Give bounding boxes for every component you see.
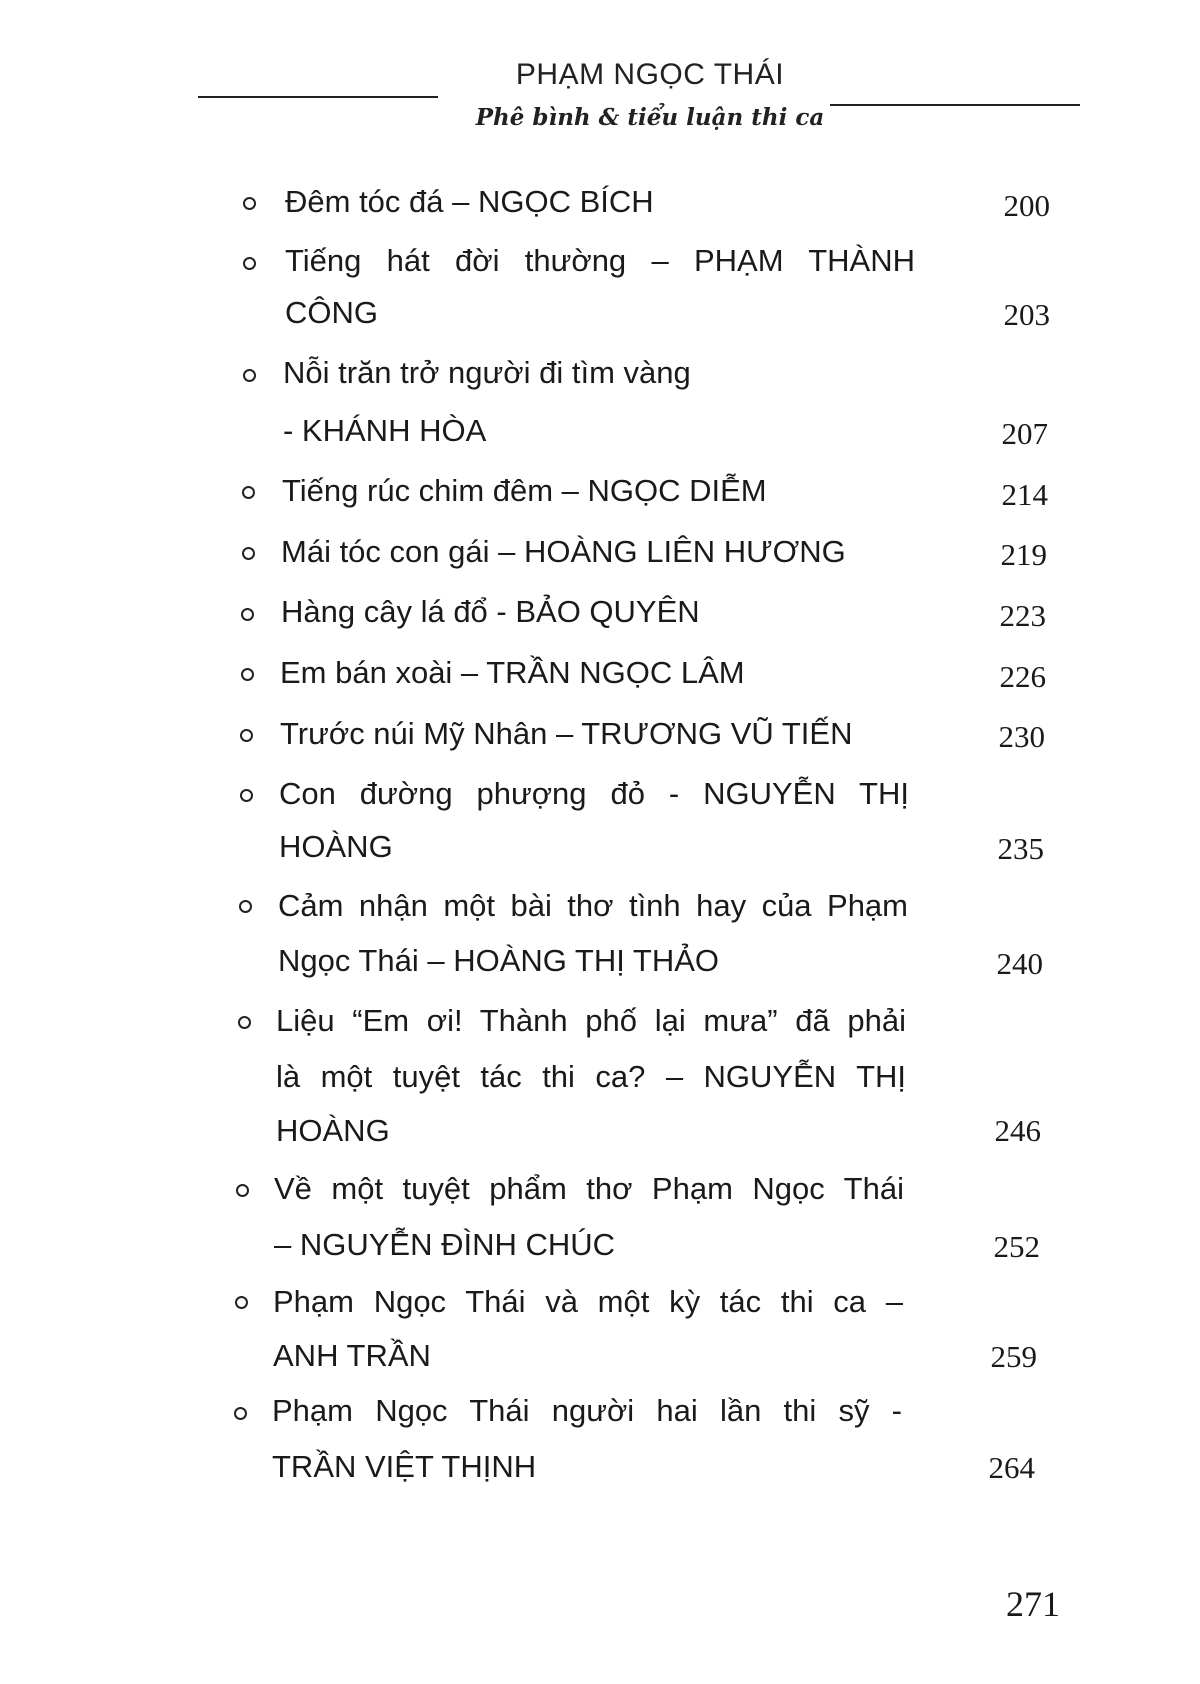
toc-entry-page: 264 [988, 1450, 1035, 1485]
toc-entry-text: Phạm Ngọc Thái và một kỳ tác thi ca – [273, 1284, 903, 1319]
toc-entry-text: TRẦN VIỆT THỊNH [272, 1449, 537, 1484]
toc-entry-text: - KHÁNH HÒA [283, 413, 487, 448]
toc-entry-text: Liệu “Em ơi! Thành phố lại mưa” đã phải [276, 1003, 906, 1038]
toc-entry-text: ANH TRẦN [273, 1338, 431, 1373]
bullet-icon [234, 1407, 247, 1420]
toc-entry-text: Nỗi trăn trở người đi tìm vàng [283, 355, 691, 390]
toc-entry-text: HOÀNG [279, 829, 393, 864]
bullet-icon [241, 608, 254, 621]
toc-entry-page: 214 [1001, 477, 1048, 512]
bullet-icon [243, 257, 256, 270]
toc-entry-text: Ngọc Thái – HOÀNG THỊ THẢO [278, 943, 720, 978]
bullet-icon [241, 668, 254, 681]
bullet-icon [242, 486, 255, 499]
page-number: 271 [1006, 1584, 1060, 1624]
header-subtitle: Phê bình & tiểu luận thi ca [475, 104, 825, 131]
bullet-icon [235, 1296, 248, 1309]
toc-entry-text: CÔNG [285, 295, 378, 330]
toc-entry-text: Em bán xoài – TRẦN NGỌC LÂM [280, 655, 745, 690]
bullet-icon [242, 547, 255, 560]
toc-entry-text: Phạm Ngọc Thái người hai lần thi sỹ - [272, 1393, 902, 1428]
toc-entry-text: Con đường phượng đỏ - NGUYỄN THỊ [279, 776, 909, 811]
toc-entry-page: 203 [1003, 297, 1050, 332]
toc-entry-page: 223 [999, 598, 1046, 633]
toc-entry-text: Đêm tóc đá – NGỌC BÍCH [285, 184, 654, 219]
header-author: PHẠM NGỌC THÁI [515, 58, 785, 91]
toc-entry-page: 259 [990, 1339, 1037, 1374]
bullet-icon [240, 789, 253, 802]
toc-entry-text: Tiếng rúc chim đêm – NGỌC DIỄM [282, 473, 767, 508]
bullet-icon [240, 729, 253, 742]
toc-entry-text: Về một tuyệt phẩm thơ Phạm Ngọc Thái [274, 1171, 904, 1206]
toc-entry-text: Cảm nhận một bài thơ tình hay của Phạm [278, 888, 908, 923]
bullet-icon [236, 1184, 249, 1197]
toc-entry-text: Hàng cây lá đổ - BẢO QUYÊN [281, 594, 700, 629]
toc-entry-page: 235 [997, 831, 1044, 866]
toc-entry-page: 219 [1000, 537, 1047, 572]
bullet-icon [238, 1016, 251, 1029]
toc-entry-page: 200 [1003, 188, 1050, 223]
bullet-icon [243, 369, 256, 382]
toc-entry-text: – NGUYỄN ĐÌNH CHÚC [274, 1227, 616, 1262]
toc-entry-text: Mái tóc con gái – HOÀNG LIÊN HƯƠNG [281, 534, 846, 569]
toc-entry-page: 230 [998, 719, 1045, 754]
toc-entry-page: 207 [1001, 416, 1048, 451]
toc-entry-text: HOÀNG [276, 1113, 390, 1148]
toc-entry-page: 226 [999, 659, 1046, 694]
bullet-icon [243, 197, 256, 210]
toc-entry-page: 246 [994, 1113, 1041, 1148]
toc-entry-page: 252 [993, 1229, 1040, 1264]
bullet-icon [239, 900, 252, 913]
toc-entry-text: Trước núi Mỹ Nhân – TRƯƠNG VŨ TIẾN [280, 716, 853, 751]
toc-entry-text: là một tuyệt tác thi ca? – NGUYỄN THỊ [276, 1059, 906, 1094]
toc-entry-page: 240 [996, 946, 1043, 981]
toc-entry-text: Tiếng hát đời thường – PHẠM THÀNH [285, 243, 915, 278]
